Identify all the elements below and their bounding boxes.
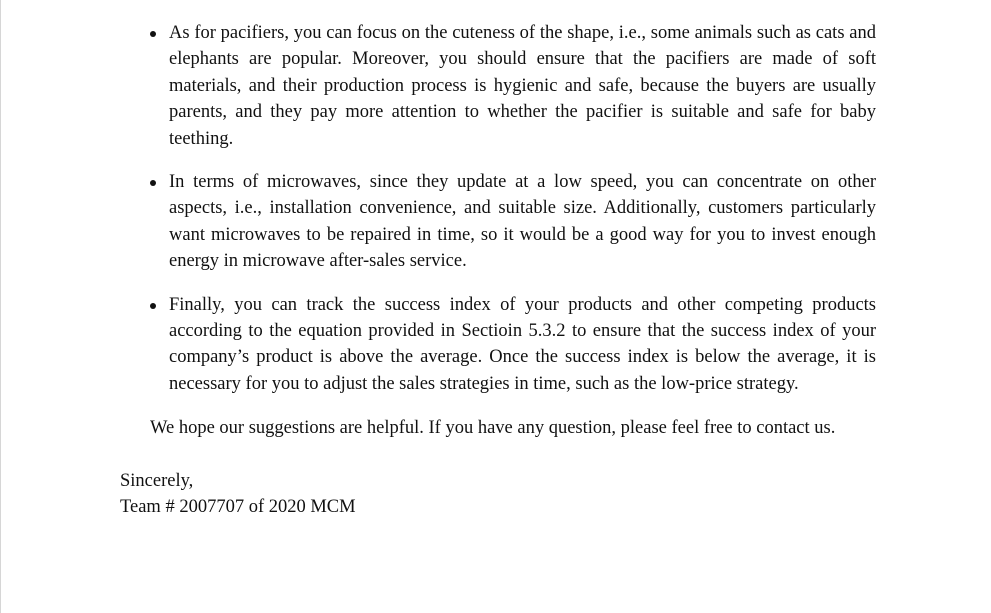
team-signature: Team # 2007707 of 2020 MCM (120, 497, 356, 518)
bullet-text: Finally, you can track the success index of your products and other competing products according to the equation provided in Sectioin 5.3.2 to ensure that the success index of your company’s product is above the average. Once the success index is below the average, it is necessary for you to adjust the sales strategies in time, such as the low-price strategy. (169, 294, 876, 394)
list-item (149, 20, 876, 152)
suggestion-list (149, 20, 876, 397)
signoff-text: Sincerely, (120, 471, 194, 491)
list-item (149, 169, 876, 275)
bullet-icon (150, 180, 156, 186)
closing-paragraph: We hope our suggestions are helpful. If you have any question, please feel free to contact us. (150, 418, 836, 438)
signature-block (120, 468, 356, 521)
bullet-icon (150, 31, 156, 37)
bullet-text: As for pacifiers, you can focus on the cuteness of the shape, i.e., some animals such as cats and elephants are popular. Moreover, you should ensure that the pacifiers are made of soft materials, and their production process is hygienic and safe, because the buyers are usually parents, and they pay more attention to whether the pacifier is suitable and safe for baby teething. (169, 23, 876, 149)
bullet-icon (150, 303, 156, 309)
bullet-text: In terms of microwaves, since they update at a low speed, you can concentrate on other aspects, i.e., installation convenience, and suitable size. Additionally, customers particularly want microwaves to be repaired in time, so it would be a good way for you to invest enough energy in microwave after-sales service. (169, 172, 876, 272)
list-item (149, 292, 876, 398)
